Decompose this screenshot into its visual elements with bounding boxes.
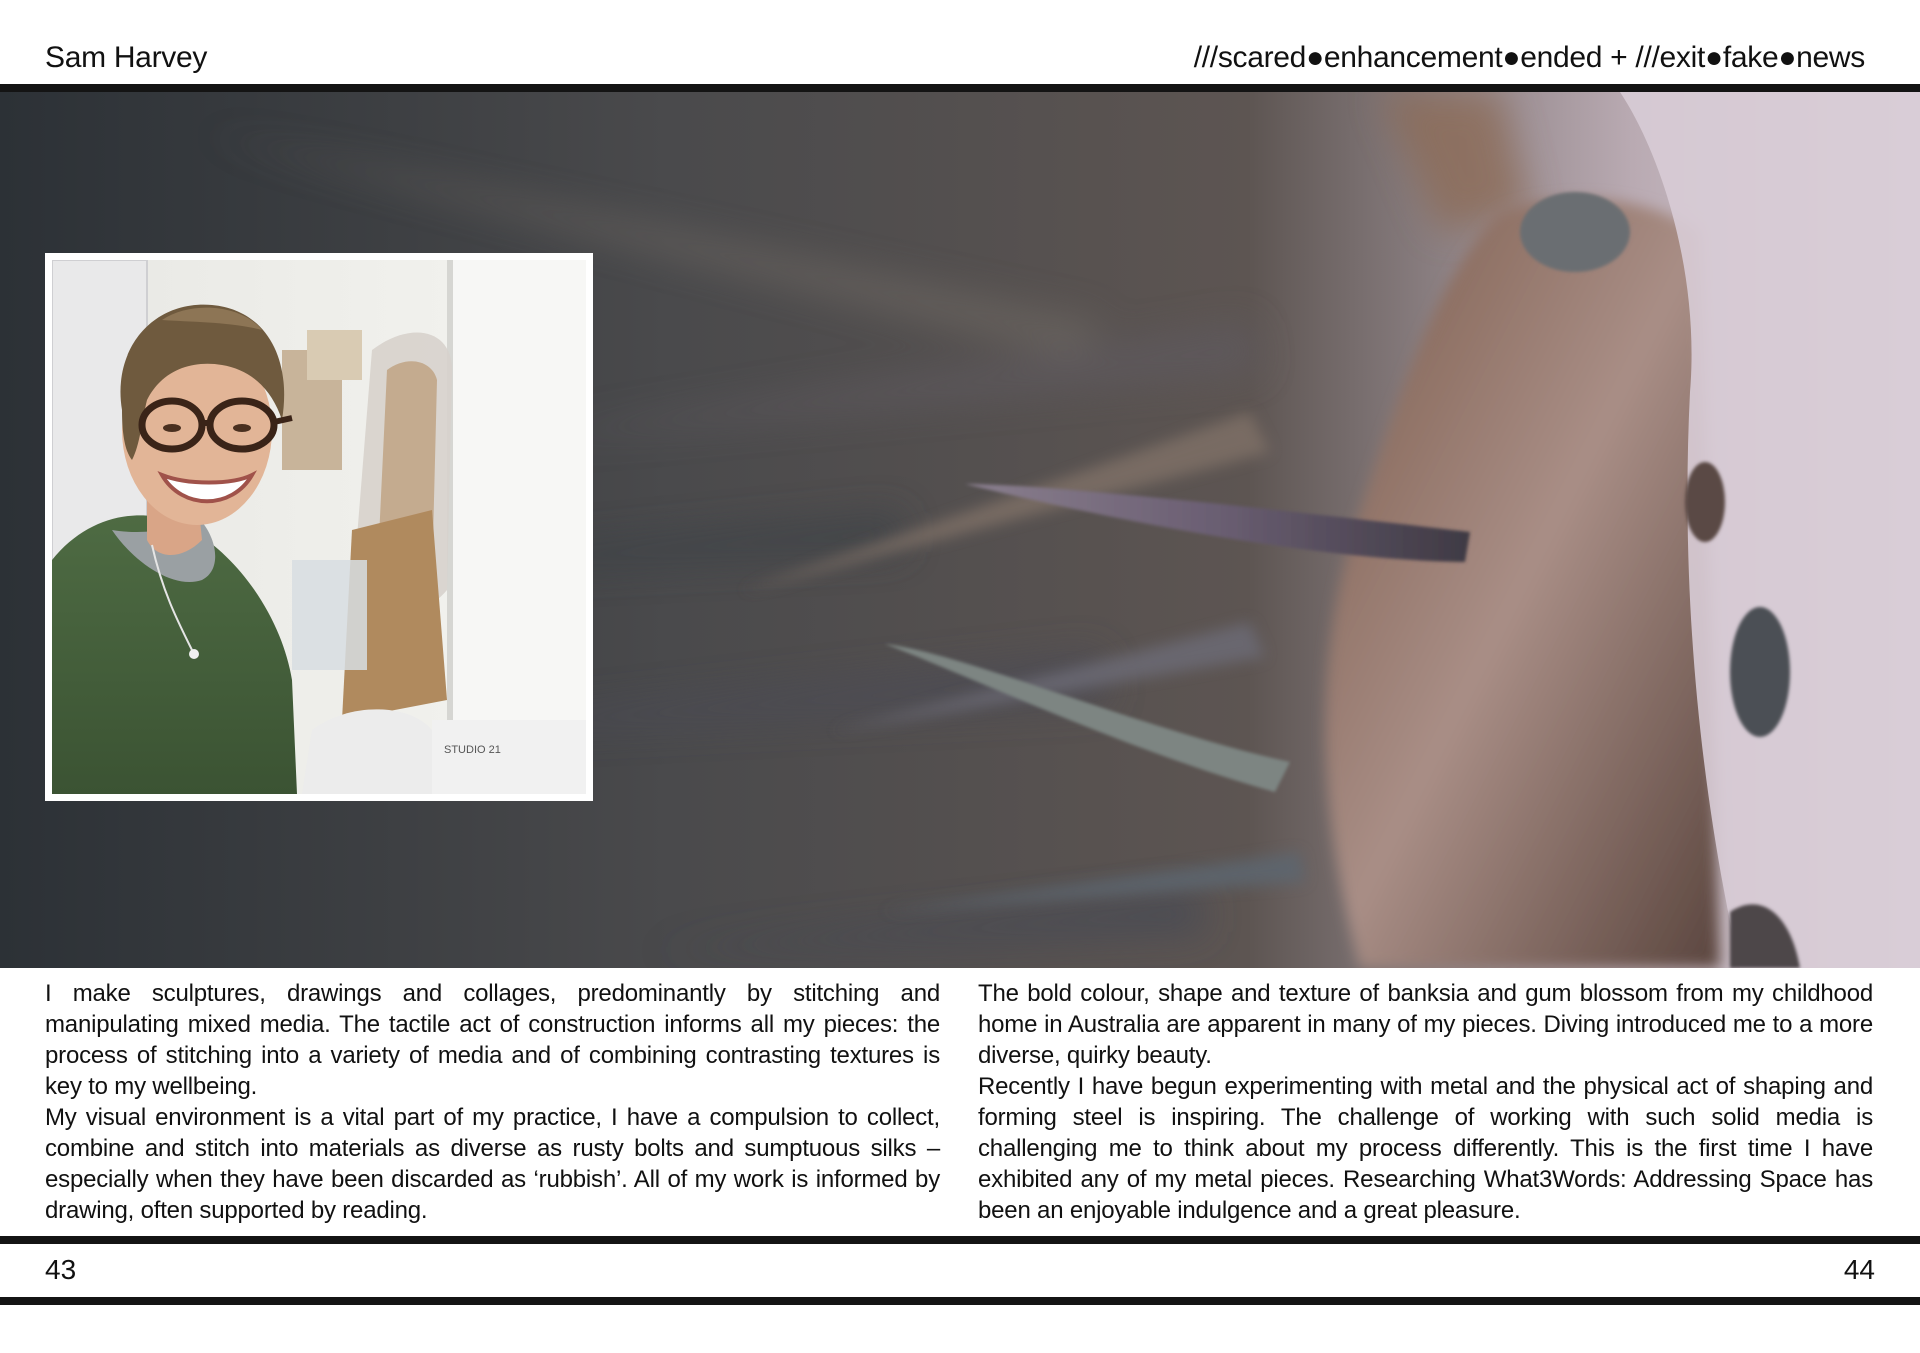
author-name: Sam Harvey bbox=[45, 41, 208, 74]
svg-text:STUDIO 21: STUDIO 21 bbox=[444, 744, 501, 756]
paragraph: I make sculptures, drawings and collages, predominantly by stitching and manipulating mixed media. The tactile act of construction informs all my pieces: the process of stitching into a variety of media and of combining contrasting textures is key to my wellbeing. bbox=[45, 980, 940, 1100]
page-header bbox=[0, 0, 1920, 84]
paragraph: The bold colour, shape and texture of banksia and gum blossom from my childhood home in Australia are apparent in many of my pieces. Diving introduced me to a more diverse, quirky beauty. bbox=[978, 980, 1873, 1069]
header-rule bbox=[0, 84, 1920, 92]
paragraph: My visual environment is a vital part of my practice, I have a compulsion to collect, combine and stitch into materials as diverse as rusty bolts and sumptuous silks – especially when they have been discarded as ‘rubbish’. All of my work is informed by drawing, often supported by reading. bbox=[45, 1104, 940, 1224]
page-number-left: 43 bbox=[45, 1254, 77, 1285]
body-text-right bbox=[978, 978, 1873, 1226]
body-text-left bbox=[45, 978, 940, 1226]
footer-rule-top bbox=[0, 1236, 1920, 1244]
footer-rule-bottom bbox=[0, 1297, 1920, 1305]
artist-portrait-photo-icon bbox=[52, 260, 586, 794]
hero-image bbox=[0, 92, 1920, 968]
series-title: ///scared●enhancement●ended + ///exit●fake●news bbox=[1193, 41, 1865, 74]
paragraph: Recently I have begun experimenting with metal and the physical act of shaping and forming steel is inspiring. The challenge of working with such solid media is challenging me to think about my process differently. This is the first time I have exhibited any of my metal pieces. Researching What3Words: Addressing Space has been an enjoyable indulgence and a great pleasure. bbox=[978, 1073, 1873, 1224]
artist-portrait bbox=[45, 253, 593, 801]
page-number-right: 44 bbox=[1843, 1254, 1875, 1285]
